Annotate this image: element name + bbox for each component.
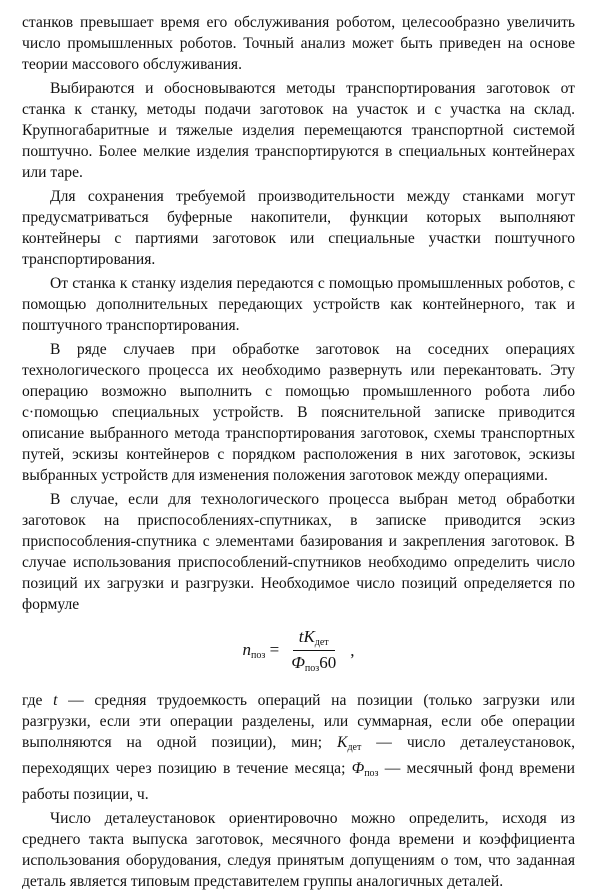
paragraph-8: Число деталеустановок ориентировочно можно определить, исходя из среднего такта выпуска заготовок, месячного фонда времени и коэффициента использования оборудования, следуя принятым допущениям о том, что заданная деталь является типовым представителем группы аналогичных деталей. bbox=[22, 810, 575, 890]
where-phi-symbol: Ф bbox=[351, 760, 365, 777]
where-t-symbol: t bbox=[53, 692, 58, 709]
formula-lhs bbox=[243, 640, 280, 661]
formula-n-symbol: n bbox=[242, 640, 252, 659]
paragraph-5: В ряде случаев при обработке заготовок на соседних операциях технологического процесса их необходимо развернуть или перекантовать. Эту операцию возможно выполнить с помощью промышленного робота либо с·помощью специальных устройств. В пояснительной записке приводится описание выбранного метода транспортирования заготовок, схемы транспортных путей, эскизы контейнеров с порядком расположения в них заготовок, эскизы выбранных устройств для изменения положения заготовок между операциями. bbox=[22, 341, 575, 484]
paragraph-3: Для сохранения требуемой производительности между станками могут предусматриваться буферные накопители, функции которых выполняют контейнеры с партиями заготовок или специальные участки поштучного транспортирования. bbox=[22, 188, 575, 268]
formula-trailing-comma: , bbox=[350, 640, 355, 660]
formula-K-subscript: дет bbox=[314, 637, 329, 648]
formula-t-symbol: t bbox=[298, 627, 304, 646]
formula-numerator bbox=[293, 627, 335, 651]
paragraph-4: От станка к станку изделия передаются с помощью промышленных роботов, с помощью дополнительных передающих устройств как контейнерного, так и поштучного транспортирования. bbox=[22, 275, 575, 334]
formula-n-subscript: поз bbox=[251, 650, 266, 661]
formula-fraction bbox=[285, 627, 342, 674]
formula-K-symbol: K bbox=[303, 627, 315, 646]
formula-equals: = bbox=[269, 640, 280, 659]
where-lead: где bbox=[22, 692, 54, 709]
formula-phi-subscript: поз bbox=[304, 663, 320, 674]
where-phi-definition: — месячный фонд времени работы позиции, ч. bbox=[22, 760, 575, 803]
where-K-subscript: дет bbox=[347, 742, 362, 753]
formula-phi-symbol: Ф bbox=[291, 653, 305, 672]
paragraph-6: В случае, если для технологического процесса выбран метод обработки заготовок на приспособлениях-спутниках, в записке приводится эскиз приспособления-спутника с элементами базирования и закрепления заготовок. В случае использования приспособлений-спутников необходимо определить число позиций их загрузки и разгрузки. Необходимое число позиций определяется по формуле bbox=[22, 491, 575, 613]
position-count-formula bbox=[22, 627, 575, 674]
where-K-definition: — число деталеустановок, переходящих через позицию в течение месяца; bbox=[22, 734, 575, 777]
formula-constant: 60 bbox=[319, 653, 337, 672]
formula-denominator bbox=[285, 651, 342, 674]
where-K-symbol: K bbox=[337, 734, 348, 751]
paragraph-2: Выбираются и обосновываются методы транспортирования заготовок от станка к станку, методы подачи заготовок на участок и с участка на склад. Крупногабаритные и тяжелые изделия перемещаются транспортной системой поштучно. Более мелкие изделия транспортируются в специальных контейнерах или таре. bbox=[22, 80, 575, 181]
where-t-definition: — средняя трудоемкость операций на позиции (только загрузки или разгрузки, если эти операции разделены, или суммарная, если обе операции выполняются на одной позиции), мин; bbox=[22, 692, 576, 751]
where-phi-subscript: поз bbox=[364, 768, 379, 779]
paragraph-1: станков превышает время его обслуживания роботом, целесообразно увеличить число промышленных роботов. Точный анализ может быть приведен на основе теории массового обслуживания. bbox=[22, 14, 575, 73]
paragraph-where-clause bbox=[22, 690, 575, 805]
